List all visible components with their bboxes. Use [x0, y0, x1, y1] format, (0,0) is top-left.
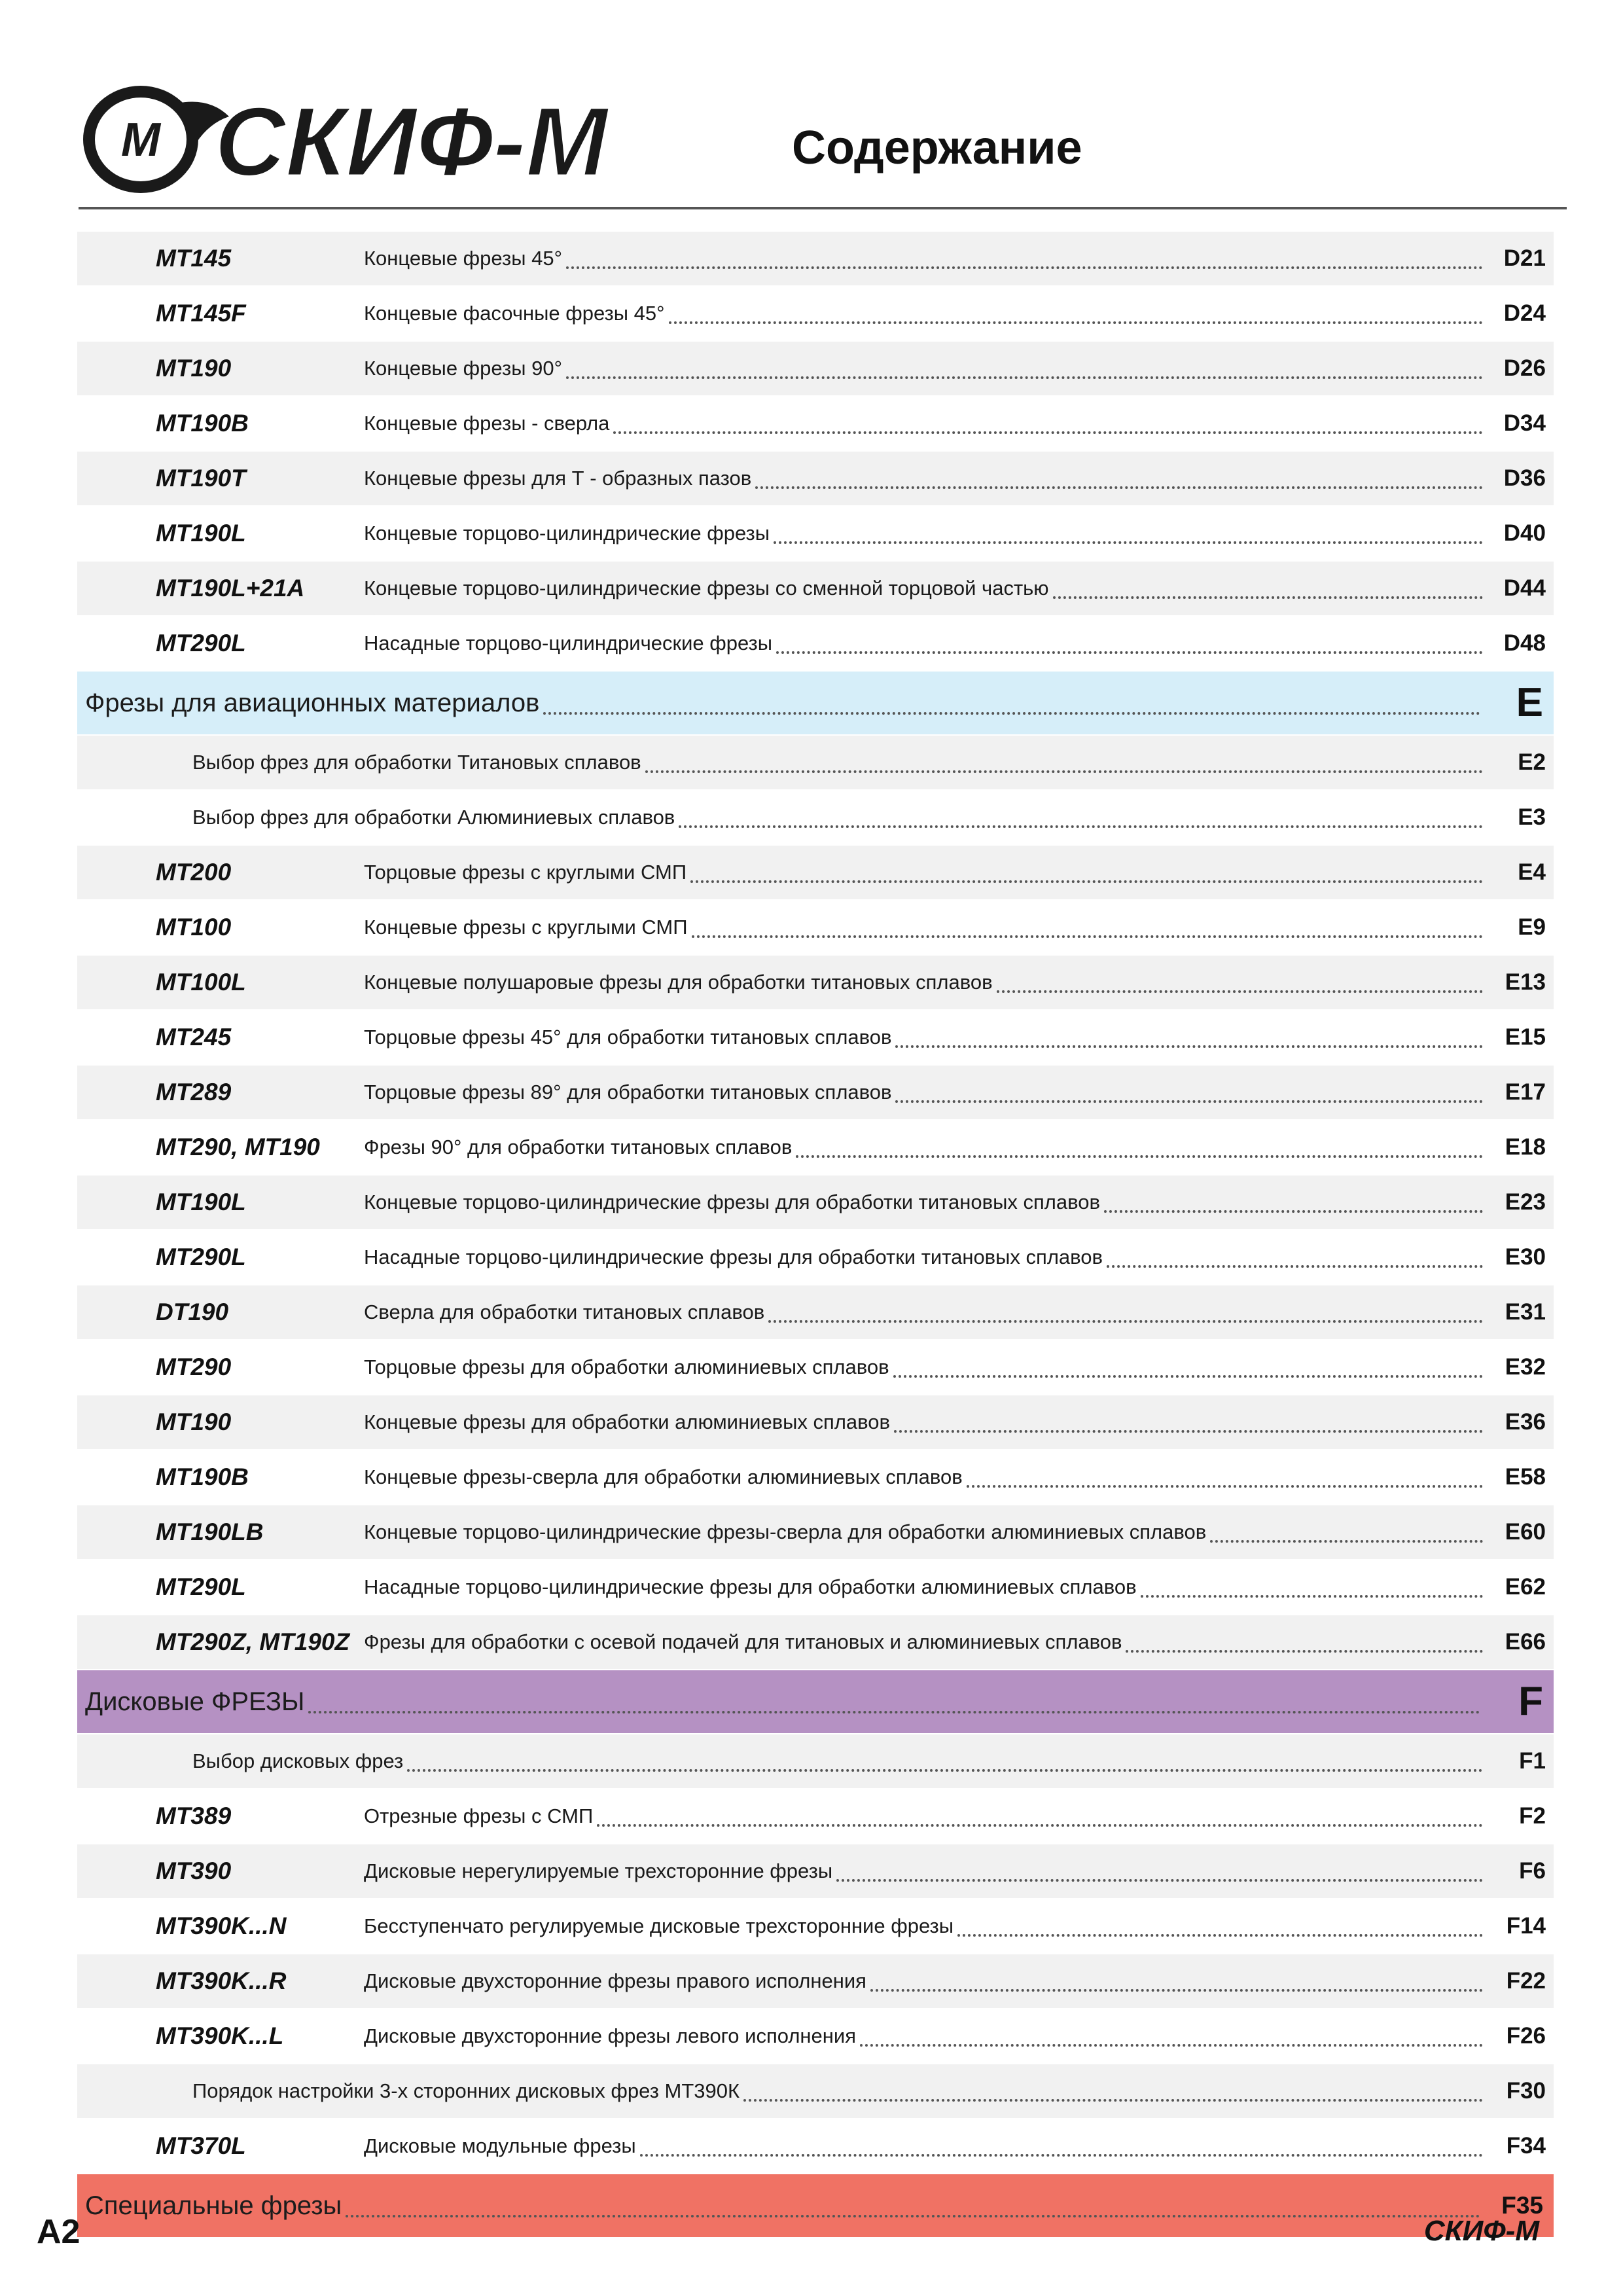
- toc-item-row[interactable]: [77, 1844, 1554, 1899]
- header-divider: [79, 207, 1567, 209]
- toc-item-row[interactable]: [77, 562, 1554, 617]
- toc-item-row[interactable]: [77, 452, 1554, 507]
- toc-code: MT190: [156, 355, 232, 382]
- toc-code: DT190: [156, 1299, 229, 1325]
- toc-description-wrap: [192, 791, 1483, 844]
- toc-description-wrap: [364, 1954, 1483, 2008]
- toc-description-wrap: [364, 232, 1483, 285]
- toc-item-row[interactable]: [77, 1230, 1554, 1285]
- dot-leader: [690, 878, 1483, 883]
- logo-mark: М: [121, 114, 160, 166]
- toc-page-ref: D24: [1503, 300, 1546, 326]
- toc-page-ref: D44: [1503, 575, 1546, 601]
- toc-description: Фрезы для обработки с осевой подачей для титановых и алюминиевых сплавов: [364, 1630, 1122, 1653]
- toc-description: Сверла для обработки титановых сплавов: [364, 1300, 765, 1323]
- toc-description-wrap: [85, 1670, 1480, 1733]
- toc-page-ref: E15: [1505, 1024, 1546, 1050]
- toc-code: MT190L+21A: [156, 575, 305, 601]
- dot-leader: [836, 1876, 1483, 1882]
- brand-logo: [79, 77, 628, 202]
- toc-code: MT370L: [156, 2132, 246, 2159]
- toc-description: Концевые торцово-цилиндрические фрезы для обработки титановых сплавов: [364, 1191, 1100, 1213]
- toc-description-wrap: [364, 562, 1483, 615]
- toc-description-wrap: [364, 2119, 1483, 2173]
- toc-page-ref: F35: [1501, 2192, 1543, 2219]
- toc-section-row[interactable]: [77, 672, 1554, 736]
- toc-code: MT190L: [156, 1189, 246, 1215]
- page-number: A2: [37, 2213, 80, 2251]
- dot-leader: [743, 2096, 1483, 2102]
- toc-code: MT389: [156, 1803, 232, 1829]
- toc-description-wrap: [364, 1615, 1483, 1669]
- toc-description: Насадные торцово-цилиндрические фрезы: [364, 632, 773, 655]
- toc-item-row[interactable]: [77, 1011, 1554, 1066]
- toc-page-ref: E3: [1518, 804, 1546, 830]
- toc-section-row[interactable]: [77, 2174, 1554, 2238]
- logo-text: СКИФ-М: [215, 86, 608, 196]
- toc-page-ref: F14: [1506, 1913, 1546, 1939]
- toc-description-wrap: [364, 1505, 1483, 1559]
- toc-description: Концевые фрезы - сверла: [364, 412, 610, 435]
- toc-code: MT289: [156, 1079, 232, 1105]
- toc-item-row[interactable]: [77, 1121, 1554, 1175]
- dot-leader: [613, 429, 1483, 434]
- toc-item-row[interactable]: [77, 1066, 1554, 1121]
- dot-leader: [755, 484, 1483, 489]
- toc-section-row[interactable]: [77, 1670, 1554, 1734]
- dot-leader: [895, 1098, 1483, 1103]
- toc-page-ref: D34: [1503, 410, 1546, 436]
- toc-description-wrap: [364, 1066, 1483, 1119]
- toc-item-row[interactable]: [77, 1899, 1554, 1954]
- toc-description: Концевые торцово-цилиндрические фрезы со сменной торцовой частью: [364, 577, 1049, 600]
- dot-leader: [894, 1427, 1483, 1433]
- toc-description: Дисковые ФРЕЗЫ: [85, 1687, 305, 1716]
- toc-item-row[interactable]: [77, 1615, 1554, 1670]
- toc-description-wrap: [364, 1121, 1483, 1174]
- toc-description-wrap: [85, 672, 1480, 734]
- dot-leader: [860, 2041, 1483, 2047]
- toc-description: Отрезные фрезы с СМП: [364, 1804, 594, 1827]
- dot-leader: [957, 1931, 1483, 1937]
- toc-page-ref: F2: [1519, 1803, 1546, 1829]
- toc-description: Специальные фрезы: [85, 2191, 342, 2220]
- dot-leader: [407, 1767, 1483, 1772]
- toc-item-row[interactable]: [77, 1450, 1554, 1505]
- toc-code: MT190LB: [156, 1518, 264, 1545]
- dot-leader: [796, 1153, 1483, 1158]
- toc-description-wrap: [192, 2064, 1483, 2118]
- toc-item-row[interactable]: [77, 2119, 1554, 2174]
- toc-description: Концевые фрезы-сверла для обработки алюминиевых сплавов: [364, 1465, 963, 1488]
- logo-graphic: [79, 77, 628, 202]
- toc-page-ref: D21: [1503, 245, 1546, 271]
- toc-code: MT200: [156, 859, 232, 886]
- toc-page-ref: D40: [1503, 520, 1546, 546]
- toc-description-wrap: [192, 1734, 1483, 1788]
- dot-leader: [566, 374, 1483, 379]
- dot-leader: [997, 988, 1483, 993]
- toc-item-row[interactable]: [77, 1285, 1554, 1340]
- toc-description-wrap: [364, 1230, 1483, 1284]
- toc-description-wrap: [85, 2174, 1480, 2237]
- toc-page-ref: E60: [1505, 1519, 1546, 1545]
- dot-leader: [1126, 1647, 1483, 1653]
- dot-leader: [679, 823, 1483, 828]
- toc-description-wrap: [364, 287, 1483, 340]
- toc-description-wrap: [364, 1789, 1483, 1843]
- toc-description-wrap: [364, 901, 1483, 954]
- toc-code: MT290L: [156, 1573, 246, 1600]
- toc-item-row[interactable]: [77, 901, 1554, 956]
- toc-page-ref: E: [1516, 680, 1543, 725]
- toc-subitem-row[interactable]: [77, 1734, 1554, 1789]
- dot-leader: [768, 1318, 1483, 1323]
- toc-description-wrap: [364, 397, 1483, 450]
- toc-page-ref: E30: [1505, 1244, 1546, 1270]
- dot-leader: [893, 1372, 1483, 1378]
- toc-description: Дисковые двухсторонние фрезы правого исполнения: [364, 1969, 866, 1992]
- toc-description: Дисковые двухсторонние фрезы левого исполнения: [364, 2024, 856, 2047]
- toc-description: Концевые фрезы для Т - образных пазов: [364, 467, 752, 490]
- toc-description: Концевые торцово-цилиндрические фрезы-сверла для обработки алюминиевых сплавов: [364, 1520, 1207, 1543]
- toc-page-ref: E36: [1505, 1409, 1546, 1435]
- dot-leader: [774, 539, 1483, 544]
- toc-code: MT390K...R: [156, 1967, 287, 1994]
- toc-description: Торцовые фрезы 89° для обработки титановых сплавов: [364, 1081, 892, 1103]
- toc-description: Торцовые фрезы с круглыми СМП: [364, 861, 687, 884]
- dot-leader: [1141, 1592, 1483, 1598]
- toc-description-wrap: [364, 1175, 1483, 1229]
- toc-code: MT100: [156, 914, 232, 941]
- toc-description-wrap: [364, 1340, 1483, 1394]
- toc-description-wrap: [364, 2009, 1483, 2063]
- toc-description-wrap: [364, 1844, 1483, 1898]
- toc-code: MT190: [156, 1408, 232, 1435]
- dot-leader: [1210, 1537, 1483, 1543]
- dot-leader: [669, 319, 1483, 324]
- toc-item-row[interactable]: [77, 2009, 1554, 2064]
- toc-page-ref: D26: [1503, 355, 1546, 381]
- toc-description: Насадные торцово-цилиндрические фрезы для обработки алюминиевых сплавов: [364, 1575, 1137, 1598]
- toc-description: Дисковые нерегулируемые трехсторонние фрезы: [364, 1859, 833, 1882]
- toc-code: MT145: [156, 245, 232, 272]
- toc-description: Фрезы 90° для обработки титановых сплавов: [364, 1136, 793, 1158]
- toc-description: Торцовые фрезы для обработки алюминиевых сплавов: [364, 1355, 889, 1378]
- toc-page-ref: D48: [1503, 630, 1546, 656]
- toc-code: MT290: [156, 1354, 232, 1380]
- toc-description: Выбор дисковых фрез: [192, 1749, 404, 1772]
- toc-item-row[interactable]: [77, 1560, 1554, 1615]
- toc-item-row[interactable]: [77, 846, 1554, 901]
- toc-description: Фрезы для авиационных материалов: [85, 688, 540, 717]
- toc-page-ref: F30: [1506, 2078, 1546, 2104]
- toc-page-ref: F26: [1506, 2023, 1546, 2049]
- toc-description: Концевые фрезы с круглыми СМП: [364, 916, 688, 939]
- toc-code: MT290L: [156, 630, 246, 656]
- toc-item-row[interactable]: [77, 1505, 1554, 1560]
- toc-code: MT190L: [156, 520, 246, 547]
- toc-description: Концевые торцово-цилиндрические фрезы: [364, 522, 770, 545]
- toc-description: Бесступенчато регулируемые дисковые трехсторонние фрезы: [364, 1914, 954, 1937]
- toc-page-ref: E13: [1505, 969, 1546, 995]
- toc-description-wrap: [364, 956, 1483, 1009]
- toc-code: MT190T: [156, 465, 246, 492]
- toc-description-wrap: [364, 1899, 1483, 1953]
- toc-description-wrap: [364, 1450, 1483, 1504]
- toc-page-ref: E32: [1505, 1354, 1546, 1380]
- toc-page-ref: E31: [1505, 1299, 1546, 1325]
- toc-page-ref: E62: [1505, 1574, 1546, 1600]
- footer-brand: СКИФ-М: [1423, 2215, 1539, 2247]
- toc-page-ref: F22: [1506, 1968, 1546, 1994]
- page-title: Содержание: [792, 122, 1082, 174]
- dot-leader: [967, 1482, 1483, 1488]
- table-of-contents: [77, 232, 1554, 2238]
- toc-description: Дисковые модульные фрезы: [364, 2134, 636, 2157]
- toc-page-ref: D36: [1503, 465, 1546, 491]
- toc-description: Насадные торцово-цилиндрические фрезы для обработки титановых сплавов: [364, 1246, 1103, 1268]
- dot-leader: [1107, 1263, 1483, 1268]
- dot-leader: [776, 649, 1483, 654]
- toc-description: Концевые фрезы 45°: [364, 247, 562, 270]
- toc-description: Концевые фрезы для обработки алюминиевых сплавов: [364, 1410, 890, 1433]
- toc-description: Концевые фасочные фрезы 45°: [364, 302, 665, 325]
- toc-item-row[interactable]: [77, 617, 1554, 672]
- toc-description-wrap: [364, 1285, 1483, 1339]
- toc-page-ref: F: [1518, 1679, 1543, 1724]
- toc-description: Порядок настройки 3-х сторонних дисковых фрез МТ390К: [192, 2079, 740, 2102]
- toc-code: MT390K...N: [156, 1912, 287, 1939]
- toc-subitem-row[interactable]: [77, 2064, 1554, 2119]
- toc-page-ref: F1: [1519, 1748, 1546, 1774]
- toc-item-row[interactable]: [77, 342, 1554, 397]
- dot-leader: [597, 1821, 1483, 1827]
- toc-code: MT390: [156, 1857, 232, 1884]
- toc-item-row[interactable]: [77, 232, 1554, 287]
- toc-description: Торцовые фрезы 45° для обработки титановых сплавов: [364, 1026, 892, 1049]
- toc-subitem-row[interactable]: [77, 791, 1554, 846]
- toc-code: MT290L: [156, 1244, 246, 1270]
- toc-page-ref: E23: [1505, 1189, 1546, 1215]
- toc-description-wrap: [364, 342, 1483, 395]
- toc-subitem-row[interactable]: [77, 736, 1554, 791]
- toc-code: MT290Z, MT190Z: [156, 1628, 350, 1655]
- dot-leader: [870, 1986, 1483, 1992]
- dot-leader: [1053, 594, 1483, 599]
- toc-page-ref: E2: [1518, 749, 1546, 775]
- toc-item-row[interactable]: [77, 1954, 1554, 2009]
- toc-code: MT190B: [156, 1463, 249, 1490]
- dot-leader: [1104, 1208, 1483, 1213]
- toc-page-ref: F34: [1506, 2133, 1546, 2159]
- toc-page-ref: E66: [1505, 1629, 1546, 1655]
- dot-leader: [308, 1708, 1480, 1713]
- dot-leader: [640, 2151, 1483, 2157]
- toc-code: MT145F: [156, 300, 246, 327]
- toc-description-wrap: [364, 846, 1483, 899]
- toc-code: MT290, MT190: [156, 1134, 320, 1160]
- toc-item-row[interactable]: [77, 956, 1554, 1011]
- toc-page-ref: F6: [1519, 1858, 1546, 1884]
- dot-leader: [543, 709, 1480, 715]
- toc-description: Выбор фрез для обработки Алюминиевых сплавов: [192, 806, 675, 829]
- toc-item-row[interactable]: [77, 1340, 1554, 1395]
- toc-code: MT390K...L: [156, 2022, 284, 2049]
- toc-description-wrap: [364, 1011, 1483, 1064]
- dot-leader: [692, 933, 1483, 938]
- toc-description: Концевые фрезы 90°: [364, 357, 562, 380]
- toc-description-wrap: [364, 507, 1483, 560]
- toc-item-row[interactable]: [77, 1175, 1554, 1230]
- toc-page-ref: E9: [1518, 914, 1546, 940]
- toc-page-ref: E18: [1505, 1134, 1546, 1160]
- toc-description-wrap: [364, 452, 1483, 505]
- toc-item-row[interactable]: [77, 397, 1554, 452]
- toc-item-row[interactable]: [77, 1395, 1554, 1450]
- toc-description: Концевые полушаровые фрезы для обработки титановых сплавов: [364, 971, 993, 994]
- dot-leader: [645, 768, 1483, 773]
- dot-leader: [346, 2212, 1480, 2217]
- toc-item-row[interactable]: [77, 507, 1554, 562]
- toc-code: MT245: [156, 1024, 232, 1050]
- toc-item-row[interactable]: [77, 287, 1554, 342]
- toc-description-wrap: [364, 1395, 1483, 1449]
- dot-leader: [895, 1043, 1483, 1048]
- toc-page-ref: E17: [1505, 1079, 1546, 1105]
- toc-description-wrap: [364, 1560, 1483, 1614]
- toc-page-ref: E4: [1518, 859, 1546, 885]
- toc-code: MT100L: [156, 969, 246, 996]
- toc-page-ref: E58: [1505, 1464, 1546, 1490]
- toc-code: MT190B: [156, 410, 249, 437]
- toc-description-wrap: [192, 736, 1483, 789]
- toc-description-wrap: [364, 617, 1483, 670]
- dot-leader: [566, 264, 1483, 269]
- toc-item-row[interactable]: [77, 1789, 1554, 1844]
- toc-description: Выбор фрез для обработки Титановых сплавов: [192, 751, 641, 774]
